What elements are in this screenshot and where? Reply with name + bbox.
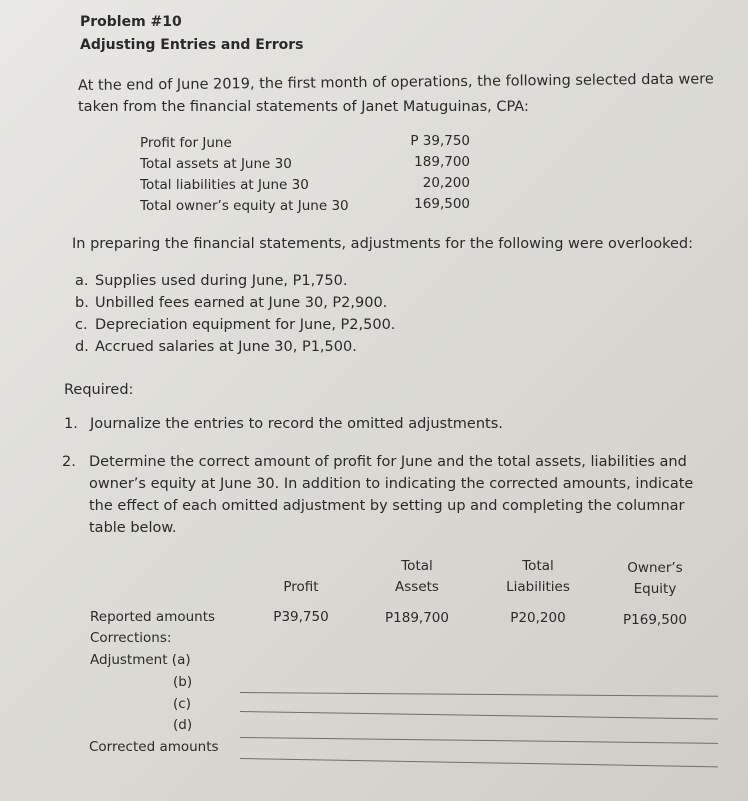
problem-number: Problem #10: [80, 14, 182, 30]
required-item-2-number: 2.: [62, 454, 76, 470]
reported-profit: P39,750: [273, 609, 329, 625]
adjustment-text-c: Depreciation equipment for June, P2,500.: [95, 317, 396, 333]
fin-value-assets: 189,700: [414, 154, 470, 170]
required-item-2-line-4: table below.: [89, 520, 177, 536]
header-owners-equity: Owner’s Equity: [627, 560, 683, 597]
answer-line-corrected: [240, 758, 718, 767]
reported-assets: P189,700: [385, 610, 449, 626]
adjustment-letter-d: d.: [75, 339, 89, 355]
adjustment-c-label: (c): [173, 696, 191, 712]
fin-label-liabilities: Total liabilities at June 30: [140, 177, 309, 193]
adjustment-a-label: Adjustment (a): [90, 652, 191, 668]
required-label: Required:: [64, 382, 134, 398]
fin-label-equity: Total owner’s equity at June 30: [140, 198, 349, 214]
answer-line-d: [240, 737, 718, 744]
adjustment-d-label: (d): [173, 717, 193, 733]
fin-label-assets: Total assets at June 30: [140, 156, 292, 172]
required-item-2-line-3: the effect of each omitted adjustment by setting up and completing the columnar: [89, 498, 685, 514]
overlooked-intro: In preparing the financial statements, adjustments for the following were overlooked:: [72, 236, 694, 252]
adjustment-b-label: (b): [173, 674, 193, 690]
intro-line-2: taken from the financial statements of Janet Matuguinas, CPA:: [78, 99, 529, 115]
corrections-label: Corrections:: [90, 630, 172, 646]
adjustment-text-b: Unbilled fees earned at June 30, P2,900.: [95, 295, 388, 311]
required-item-2-line-1: Determine the correct amount of profit for June and the total assets, liabilities and: [89, 454, 687, 470]
answer-line-b: [240, 692, 718, 697]
reported-equity: P169,500: [623, 612, 687, 628]
adjustment-letter-b: b.: [75, 295, 89, 311]
fin-label-profit: Profit for June: [140, 135, 232, 151]
header-total-liabilities: Total Liabilities: [506, 558, 570, 595]
corrected-amounts-label: Corrected amounts: [89, 739, 219, 755]
problem-title: Adjusting Entries and Errors: [80, 37, 304, 53]
fin-value-profit: P 39,750: [410, 133, 470, 149]
reported-amounts-label: Reported amounts: [90, 609, 216, 625]
answer-line-c: [240, 711, 718, 720]
header-total-assets: Total Assets: [395, 558, 439, 595]
adjustment-text-a: Supplies used during June, P1,750.: [95, 273, 348, 289]
intro-line-1: At the end of June 2019, the first month of operations, the following selected data were: [77, 71, 714, 94]
adjustment-text-d: Accrued salaries at June 30, P1,500.: [95, 339, 357, 355]
fin-value-liabilities: 20,200: [422, 175, 470, 191]
required-item-2-line-2: owner’s equity at June 30. In addition to indicating the corrected amounts, indicate: [89, 476, 694, 492]
header-profit: Profit: [283, 579, 319, 595]
adjustment-letter-c: c.: [75, 317, 88, 333]
required-item-1-number: 1.: [64, 416, 78, 432]
required-item-1-text: Journalize the entries to record the omitted adjustments.: [90, 416, 503, 432]
fin-value-equity: 169,500: [414, 196, 470, 212]
reported-liabilities: P20,200: [510, 610, 566, 626]
adjustment-letter-a: a.: [75, 273, 89, 289]
